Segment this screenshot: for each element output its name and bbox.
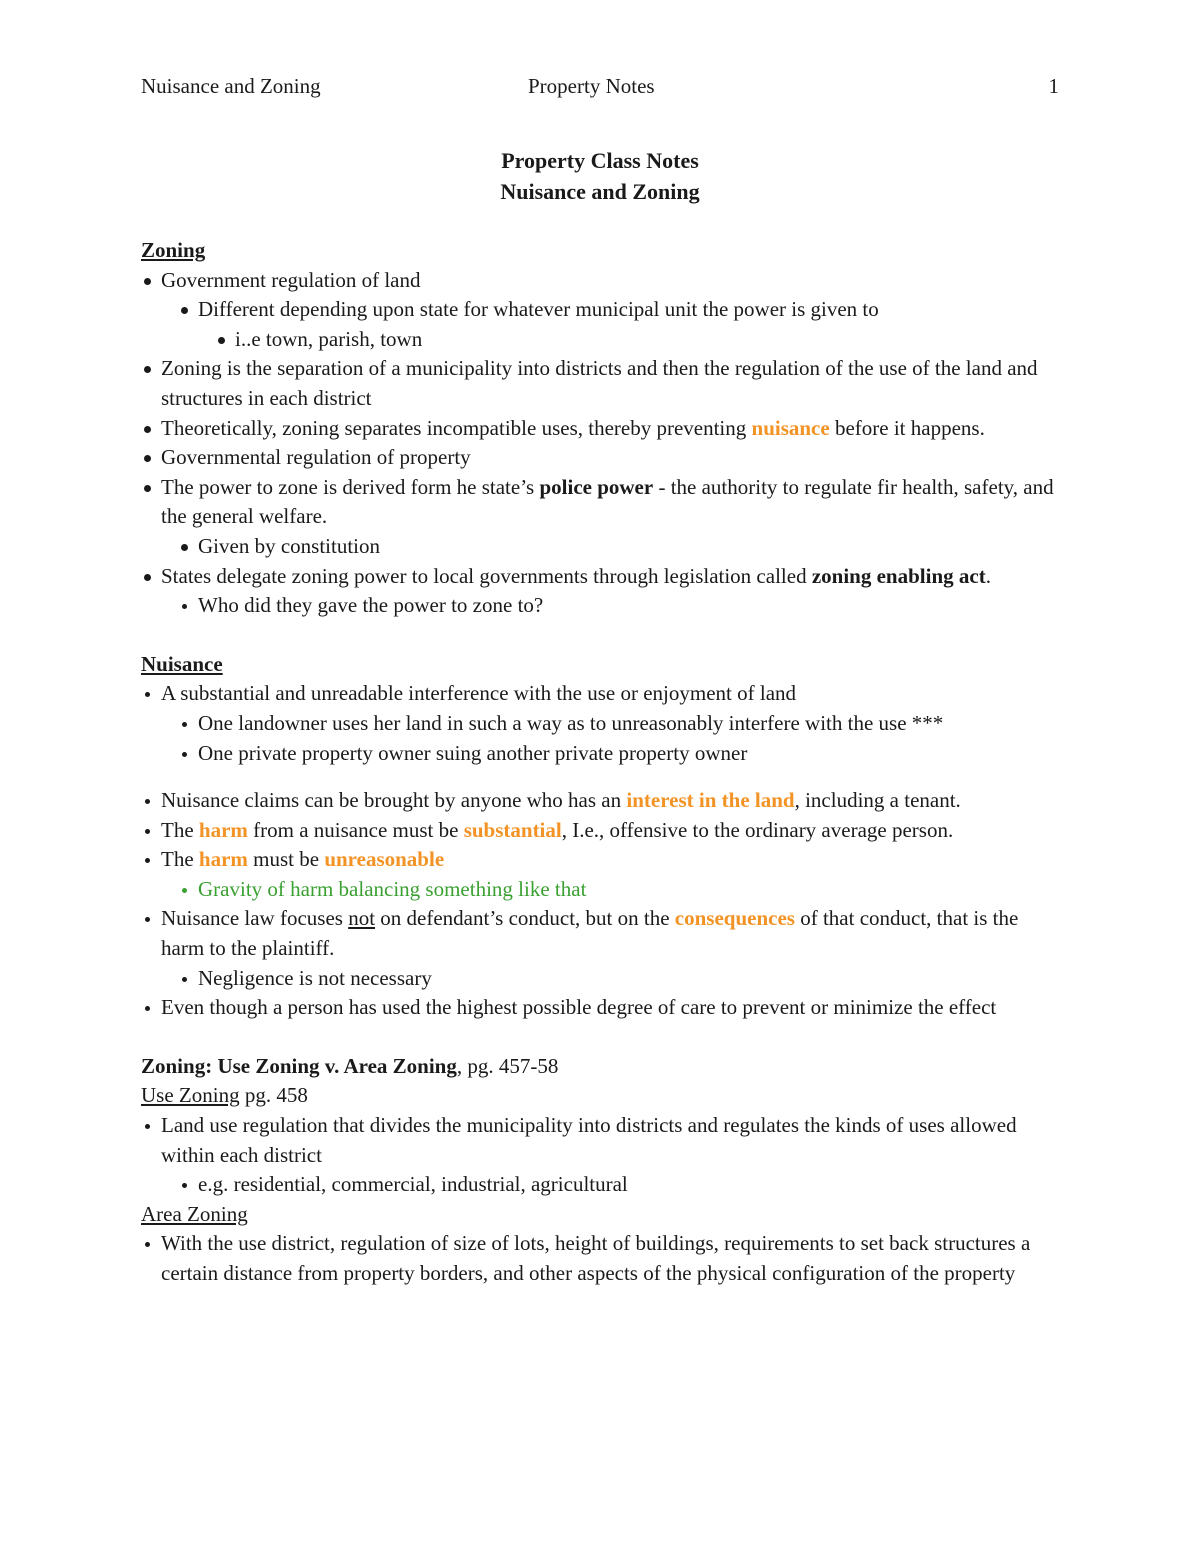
highlight-term: nuisance bbox=[751, 415, 830, 440]
bold-term: police power bbox=[539, 474, 654, 499]
title-line-2: Nuisance and Zoning bbox=[500, 179, 700, 204]
list-item: Who did they gave the power to zone to? bbox=[178, 591, 1066, 621]
list-item: The power to zone is derived form he state’s police power - the authority to regulate fir health, safety, and the general welfare. Given by constitution bbox=[141, 473, 1066, 562]
list-item: Governmental regulation of property bbox=[141, 443, 1066, 473]
list-item: Land use regulation that divides the municipality into districts and regulates the kinds of uses allowed within each district e.g. residential, commercial, industrial, agricultural bbox=[141, 1111, 1066, 1200]
bold-term: zoning enabling act bbox=[811, 563, 986, 588]
highlight-term: consequences bbox=[674, 906, 795, 931]
list-item: With the use district, regulation of size of lots, height of buildings, requirements to set back structures a certain distance from property borders, and other aspects of the physical configuration of the property bbox=[141, 1229, 1066, 1288]
list-item: Even though a person has used the highest possible degree of care to prevent or minimize the effect bbox=[141, 993, 1066, 1023]
header-left-title: Nuisance and Zoning bbox=[141, 74, 321, 98]
list-item: Theoretically, zoning separates incompatible uses, thereby preventing nuisance before it happens. bbox=[141, 414, 1066, 444]
area-zoning-list bbox=[141, 1229, 1066, 1288]
header-center-title: Property Notes bbox=[528, 74, 655, 98]
title-line-1: Property Class Notes bbox=[501, 148, 699, 173]
list-item: The harm from a nuisance must be substantial, I.e., offensive to the ordinary average person. bbox=[141, 816, 1066, 846]
zoning-heading: Zoning bbox=[141, 238, 206, 262]
use-zoning-subheading: Use Zoning pg. 458 bbox=[141, 1083, 308, 1108]
list-item: Gravity of harm balancing something like that bbox=[178, 875, 1066, 905]
list-item: Different depending upon state for whatever municipal unit the power is given to i..e town, parish, town bbox=[178, 295, 1066, 354]
list-item: Zoning is the separation of a municipality into districts and then the regulation of the use of the land and structures in each district bbox=[141, 354, 1066, 413]
use-zoning-list bbox=[141, 1111, 1066, 1200]
underlined-word: not bbox=[348, 906, 376, 931]
highlight-term: substantial bbox=[463, 817, 562, 842]
highlight-term: harm bbox=[198, 817, 248, 842]
highlight-term: harm bbox=[198, 847, 248, 872]
list-item: i..e town, parish, town bbox=[215, 325, 1066, 355]
nuisance-list bbox=[141, 679, 1066, 768]
area-zoning-subheading: Area Zoning bbox=[141, 1201, 248, 1226]
list-item: States delegate zoning power to local governments through legislation called zoning enabling act. Who did they gave the power to zone to? bbox=[141, 562, 1066, 621]
list-item: Nuisance law focuses not on defendant’s conduct, but on the consequences of that conduct, that is the harm to the plaintiff. Negligence is not necessary bbox=[141, 904, 1066, 993]
list-item: Given by constitution bbox=[178, 532, 1066, 562]
list-item: Negligence is not necessary bbox=[178, 964, 1066, 994]
page-header bbox=[141, 74, 1059, 102]
list-item: Government regulation of land Different depending upon state for whatever municipal unit the power is given to i..e town, parish, town bbox=[141, 266, 1066, 355]
highlight-term: unreasonable bbox=[324, 847, 445, 872]
page-number: 1 bbox=[1048, 74, 1059, 98]
list-item: The harm must be unreasonable Gravity of harm balancing something like that bbox=[141, 845, 1066, 904]
use-area-heading: Zoning: Use Zoning v. Area Zoning, pg. 457-58 bbox=[141, 1053, 559, 1078]
list-item: e.g. residential, commercial, industrial, agricultural bbox=[178, 1170, 1066, 1200]
list-item: One landowner uses her land in such a way as to unreasonably interfere with the use *** bbox=[178, 709, 1066, 739]
nuisance-list-2 bbox=[141, 786, 1066, 1023]
list-item: A substantial and unreadable interference with the use or enjoyment of land One landowner uses her land in such a way as to unreasonably interfere with the use *** One private property owner suing another private property owner bbox=[141, 679, 1066, 768]
document-title bbox=[0, 145, 1200, 207]
list-item: Nuisance claims can be brought by anyone who has an interest in the land, including a tenant. bbox=[141, 786, 1066, 816]
zoning-list bbox=[141, 266, 1066, 621]
list-item: One private property owner suing another private property owner bbox=[178, 739, 1066, 769]
document-body bbox=[141, 236, 1066, 1289]
nuisance-heading: Nuisance bbox=[141, 651, 223, 676]
highlight-term: interest in the land bbox=[626, 788, 795, 813]
